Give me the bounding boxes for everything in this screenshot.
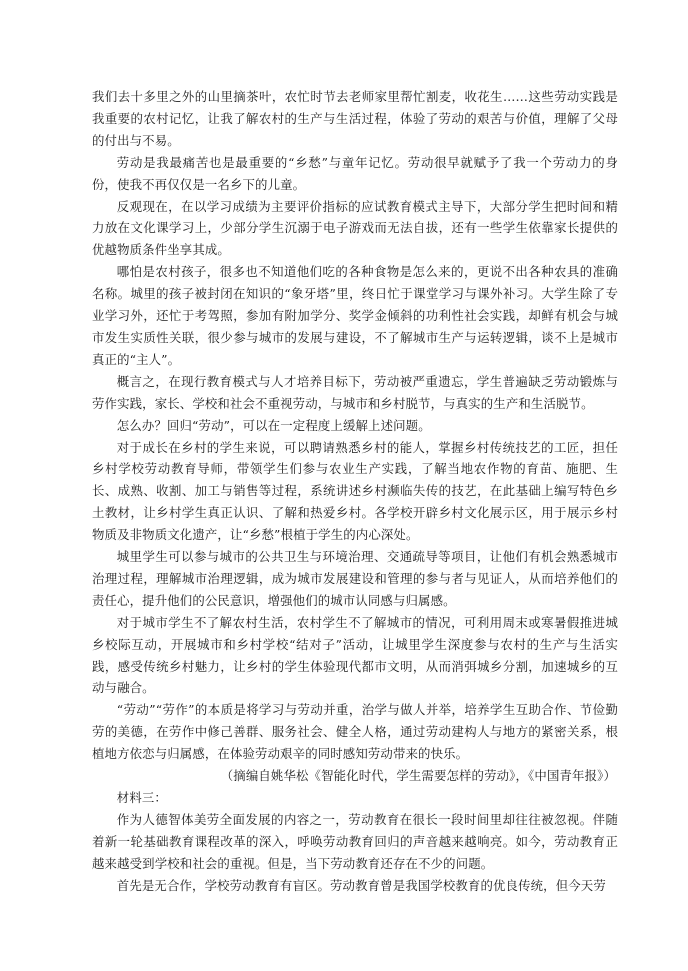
section-heading-material-3: 材料三： — [116, 790, 167, 805]
paragraph-8: 城里学生可以参与城市的公共卫生与环境治理、交通疏导等项目，让他们有机会熟悉城市治理过程，理解城市治理逻辑，成为城市发展建设和管理的参与者与见证人，从而培养他们的责任心，提升他们的公民意识，增强他们的城市认同感与归属感。 — [92, 549, 618, 608]
paragraph-7: 对于成长在乡村的学生来说，可以聘请熟悉乡村的能人，掌握乡村传统技艺的工匠，担任乡村学校劳动教育导师，带领学生们参与农业生产实践，了解当地农作物的育苗、施肥、生长、成熟、收割、加工与销售等过程，系统讲述乡村濒临失传的技艺，在此基础上编写特色乡土教材，让乡村学生真正认识、了解和热爱乡村。各学校开辟乡村文化展示区，用于展示乡村物质及非物质文化遗产，让“乡愁”根植于学生的内心深处。 — [92, 439, 618, 543]
paragraph-10: “劳动”“劳作”的本质是将学习与劳动并重，治学与做人并举，培养学生互助合作、节俭勤劳的美德，在劳作中修己善群、服务社会、健全人格，通过劳动建构人与地方的紧密关系，根植地方依恋与归属感，在体验劳动艰辛的同时感知劳动带来的快乐。 — [92, 702, 618, 762]
paragraph-4: 哪怕是农村孩子，很多也不知道他们吃的各种食物是怎么来的，更说不出各种农具的准确名称。城里的孩子被封闭在知识的“象牙塔”里，终日忙于课堂学习与课外补习。大学生除了专业学习外，还忙于考驾照，参加有附加学分、奖学金倾斜的功利性社会实践，却鲜有机会与城市发生实质性关联，很少参与城市的发展与建设，不了解城市生产与运转逻辑，谈不上是城市真正的“主人”。 — [92, 264, 618, 367]
paragraph-3: 反观现在，在以学习成绩为主要评价指标的应试教育模式主导下，大部分学生把时间和精力放在文化课学习上，少部分学生沉溺于电子游戏而无法自拔，还有一些学生依靠家长提供的优越物质条件坐享其成。 — [92, 198, 618, 258]
paragraph-1: 我们去十多里之外的山里摘茶叶，农忙时节去老师家里帮忙割麦，收花生……这些劳动实践是我重要的农村记忆，让我了解农村的生产与生活过程，体验了劳动的艰苦与价值，理解了父母的付出与不易。 — [92, 89, 618, 148]
paragraph-9: 对于城市学生不了解农村生活，农村学生不了解城市的情况，可利用周末或寒暑假推进城乡校际互动，开展城市和乡村学校“结对子”活动，让城里学生深度参与农村的生产与生活实践，感受传统乡村魅力，让乡村的学生体验现代都市文明，从而消弭城乡分割，加速城乡的互动与融合。 — [92, 614, 618, 696]
paragraph-11: 作为人德智体美劳全面发展的内容之一，劳动教育在很长一段时间里却往往被忽视。伴随着新一轮基础教育课程改革的深入，呼唤劳动教育回归的声音越来越响亮。如今，劳动教育正越来越受到学校和社会的重视。但是，当下劳动教育还存在不少的问题。 — [92, 811, 618, 871]
article-body — [92, 86, 618, 897]
paragraph-6: 怎么办？回归“劳动”，可以在一定程度上缓解上述问题。 — [116, 417, 431, 433]
paragraph-2: 劳动是我最痛苦也是最重要的“乡愁”与童年记忆。劳动很早就赋予了我一个劳动力的身份，使我不再仅仅是一名乡下的儿童。 — [92, 154, 618, 192]
paragraph-12: 首先是无合作，学校劳动教育有盲区。劳动教育曾是我国学校教育的优良传统，但今天劳 — [116, 877, 606, 893]
source-citation: （摘编自姚华松《智能化时代，学生需要怎样的劳动》，《中国青年报》） — [220, 768, 616, 784]
paragraph-5: 概言之，在现行教育模式与人才培养目标下，劳动被严重遗忘，学生普遍缺乏劳动锻炼与劳作实践，家长、学校和社会不重视劳动，与城市和乡村脱节，与真实的生产和生活脱节。 — [92, 373, 618, 411]
